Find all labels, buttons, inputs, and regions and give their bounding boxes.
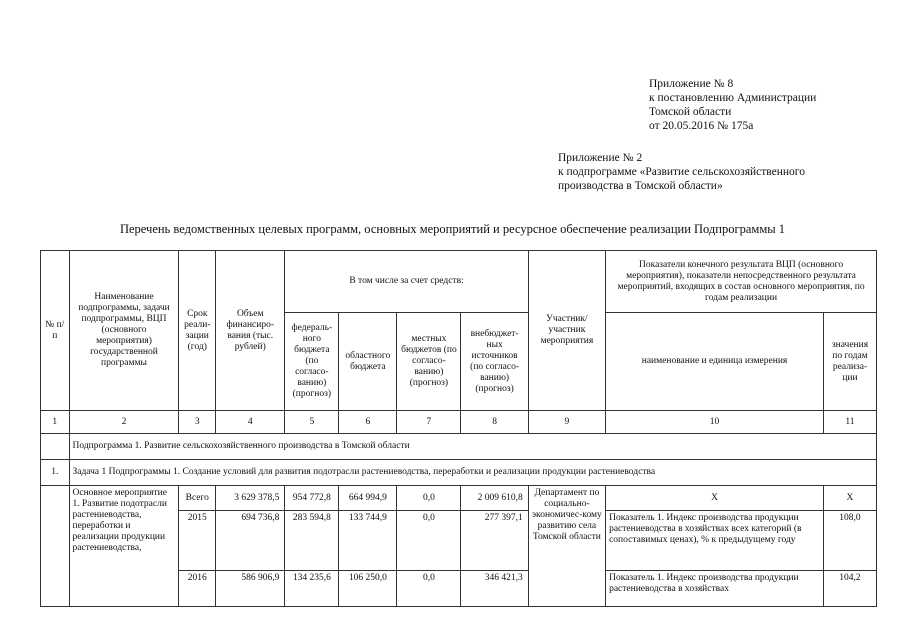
indicator-name-cell: Показатель 1. Индекс производства продукции растениеводства в хозяйствах <box>606 571 824 607</box>
column-number: 5 <box>285 411 339 434</box>
task-row <box>41 460 877 486</box>
appendix-8-line-2: Томской области <box>649 106 732 118</box>
federal-cell: 954 772,8 <box>285 486 339 511</box>
column-number: 11 <box>823 411 876 434</box>
subprogram-title: Подпрограмма 1. Развитие сельскохозяйственного производства в Томской области <box>69 434 877 460</box>
extra-cell: 277 397,1 <box>461 511 528 571</box>
volume-cell: 694 736,8 <box>216 511 285 571</box>
column-number: 3 <box>179 411 216 434</box>
column-number: 4 <box>216 411 285 434</box>
header-sources-group: В том числе за счет средств: <box>285 251 528 313</box>
indicator-value-cell: 104,2 <box>823 571 876 607</box>
federal-cell: 134 235,6 <box>285 571 339 607</box>
indicator-name-cell: Показатель 1. Индекс производства продукции растениеводства в хозяйствах всех категорий (в сопоставимых ценах), % к предыдущему году <box>606 511 824 571</box>
participant-cell: Департамент по социально-экономичес-кому развитию села Томской области <box>528 486 605 607</box>
local-cell: 0,0 <box>397 571 461 607</box>
measure-name: Основное мероприятие 1. Развитие подотрасли растениеводства, переработки и реализации продукции растениеводства, <box>69 486 179 607</box>
appendix-8-block <box>649 77 816 133</box>
indicator-name-cell: Х <box>606 486 824 511</box>
header-regional: областного бюджета <box>339 313 397 411</box>
column-number-row <box>41 411 877 434</box>
resource-table <box>40 250 877 607</box>
header-participant: Участник/ участник мероприятия <box>528 251 605 411</box>
subprogram-row <box>41 434 877 460</box>
header-num: № п/п <box>41 251 70 411</box>
term-cell: Всего <box>179 486 216 511</box>
column-number: 8 <box>461 411 528 434</box>
appendix-2-title: Приложение № 2 <box>558 152 643 164</box>
document-title: Перечень ведомственных целевых программ, основных мероприятий и ресурсное обеспечение реализации Подпрограммы 1 <box>119 222 786 236</box>
indicator-value-cell: 108,0 <box>823 511 876 571</box>
appendix-2-line-1: к подпрограмме «Развитие сельскохозяйственного <box>558 166 805 178</box>
appendix-8-line-3: от 20.05.2016 № 175а <box>649 120 754 132</box>
subprogram-num-cell <box>41 434 70 460</box>
header-indicator-name: наименование и единица измерения <box>606 313 824 411</box>
column-number: 2 <box>69 411 179 434</box>
column-number: 7 <box>397 411 461 434</box>
volume-cell: 586 906,9 <box>216 571 285 607</box>
header-indicator-values: значения по годам реализа-ции <box>823 313 876 411</box>
term-cell: 2016 <box>179 571 216 607</box>
column-number: 10 <box>606 411 824 434</box>
indicator-value-cell: Х <box>823 486 876 511</box>
regional-cell: 664 994,9 <box>339 486 397 511</box>
task-title: Задача 1 Подпрограммы 1. Создание условий для развития подотрасли растениеводства, переработки и реализации продукции растениеводства <box>69 460 877 486</box>
header-row-1 <box>41 251 877 313</box>
column-number: 9 <box>528 411 605 434</box>
appendix-8-line-1: к постановлению Администрации <box>649 92 817 104</box>
header-name: Наименование подпрограммы, задачи подпрограммы, ВЦП (основного мероприятия) государственной программы <box>69 251 179 411</box>
local-cell: 0,0 <box>397 486 461 511</box>
term-cell: 2015 <box>179 511 216 571</box>
local-cell: 0,0 <box>397 511 461 571</box>
appendix-2-block <box>558 151 805 193</box>
task-num: 1. <box>41 460 70 486</box>
extra-cell: 346 421,3 <box>461 571 528 607</box>
header-volume: Объем финансиро-вания (тыс. рублей) <box>216 251 285 411</box>
header-local: местных бюджетов (по согласо-ванию) (прогноз) <box>397 313 461 411</box>
header-indicators-group: Показатели конечного результата ВЦП (основного мероприятия), показатели непосредственного результата мероприятий, входящих в состав основного мероприятия, по годам реализации <box>606 251 877 313</box>
table-row <box>41 486 877 511</box>
column-number: 6 <box>339 411 397 434</box>
header-federal: федераль-ного бюджета (по согласо-ванию) (прогноз) <box>285 313 339 411</box>
volume-cell: 3 629 378,5 <box>216 486 285 511</box>
column-number: 1 <box>41 411 70 434</box>
header-extra: внебюджет-ных источников (по согласо-ванию) (прогноз) <box>461 313 528 411</box>
appendix-8-title: Приложение № 8 <box>649 78 734 90</box>
extra-cell: 2 009 610,8 <box>461 486 528 511</box>
federal-cell: 283 594,8 <box>285 511 339 571</box>
header-term: Срок реали-зации (год) <box>179 251 216 411</box>
regional-cell: 106 250,0 <box>339 571 397 607</box>
appendix-2-line-2: производства в Томской области» <box>558 180 723 192</box>
row-num-cell <box>41 486 70 607</box>
regional-cell: 133 744,9 <box>339 511 397 571</box>
